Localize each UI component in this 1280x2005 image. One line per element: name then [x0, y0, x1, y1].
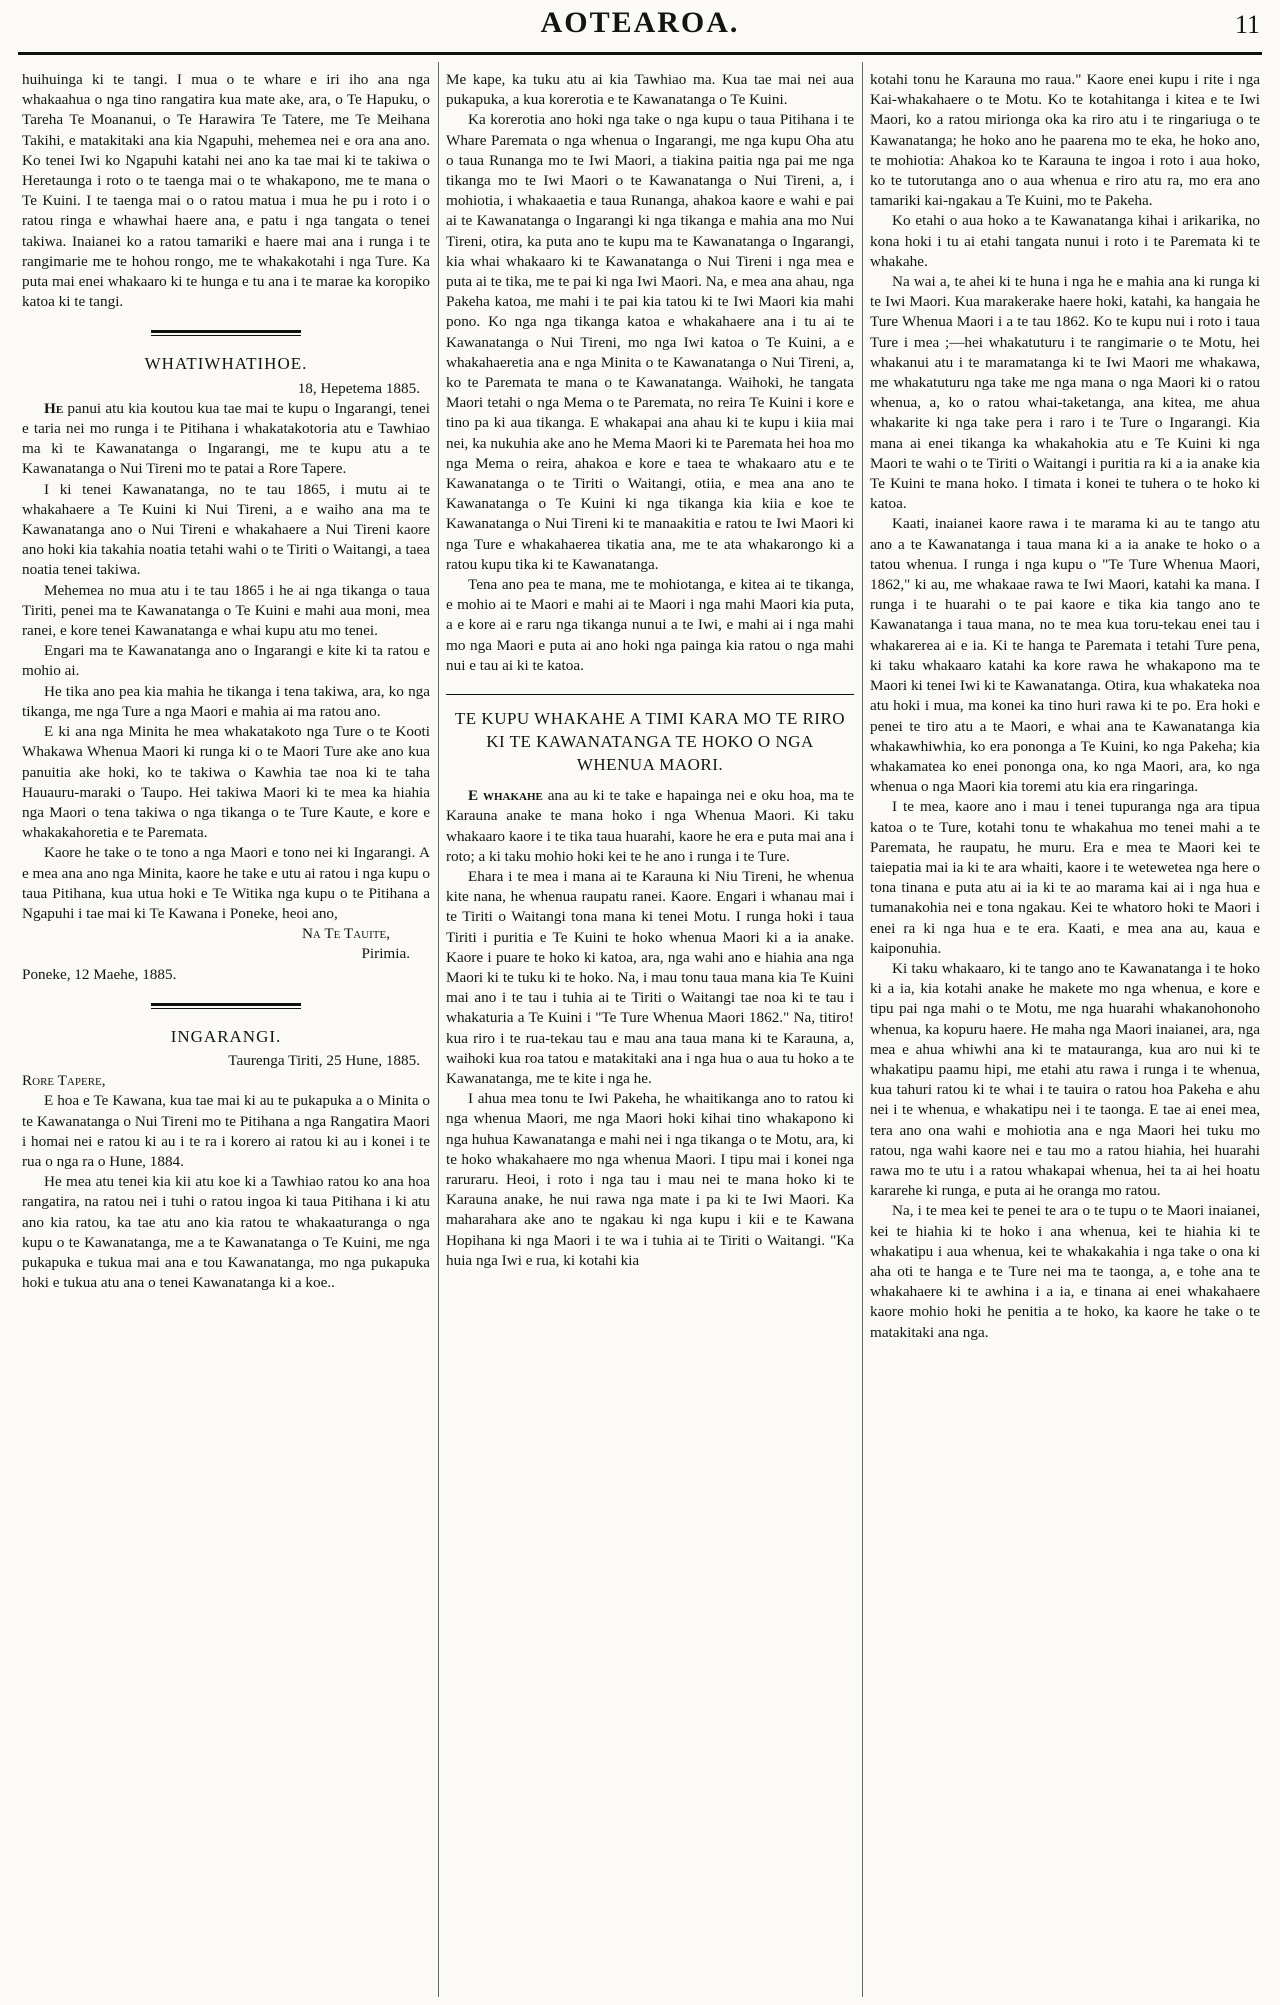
- paragraph: Ehara i te mea i mana ai te Karauna ki Niu Tireni, he whenua kite nana, he whenua raupatu ranei. Kaore. Engari i whanau mai i te Tiriti o Waitangi tona mana ki tenei Motu. I runga hoki i taua Tiriti i puritia e Te Kuini te hoko whenua Maori ki a ia anake. Kaore i puare te hoko ki katoa, ara, nga wahi ano e hiahia ana nga Maori ki te tuku ki te hoko. Na, i mau tonu taua mana kia Te Kuini mai ano i te tau i tuhia ai te Tiriti o Waitangi tae noa ki te tau i whakaturia a Te Kuini i "Te Ture Whenua Maori 1862." Na, titiro! kua riro i te rua-tekau tau e mau ana taua mana ki te Karauna, a, waihoki kua roa tatou e matakitaki ana i nga hua o aua tu hoko a te Kawanatanga, me te kite i nga he.: [446, 867, 854, 1087]
- signature: Na Te Tauite,: [301, 925, 390, 943]
- paragraph: Ka korerotia ano hoki nga take o nga kupu o taua Pitihana i te Whare Paremata o nga whenua o Ingarangi, me nga kupu Oha atu o taua Runanga mo te Iwi Maori, a tiakina paitia nga pai me nga tikanga mo te Iwi Maori o te Kawanatanga o Nui Tireni, a, i mohiotia, i whakaaetia e taua Runanga, ahakoa kaore e wahi e pai ai te Kawanatanga o Ingarangi ki nga tikanga e mahia ana mo Nui Tireni, otira, ka puta ano te kupu ma te Kawanatanga o Ingarangi, kia whai whakaaro ki te Kawanatanga o Nui Tireni i nga mea e puta ai te tika, me te pai ki nga Iwi Maori. Na, e mea ana ahau, nga Pakeha katoa, me mahi i te pai kia tatou ki te Iwi Maori kia mahi pono. Ko nga nga tikanga katoa e whakahaere ana i tu ai te Kawanatanga o Nui Tireni, mo nga Iwi katoa o Te Kuini, a e whakahaeretia ana e nga Minita o te Kawanatanga o Nui Tireni, a, ko te Paremata te mana o te Kawanatanga. Waihoki, he tangata Maori tetahi o nga Mema o te Paremata, no reira Te Kuini i kore e tino pa ki aua tikanga. E whakapai ana ahau ki te kupu i kiia mai nei, ka nukuhia ake ano he Mema Maori ki te Paremata hei hoa mo nga Mema o reira, ahakoa e kore e taea te whakaaro atu e te Kawanatanga o te Tiriti o Waitangi, otiia, e mea ana ano te Kawanatanga o Te Kuini ki nga tikanga kia kiia e koe te Kawanatanga o Nui Tireni ki te manaakitia e ratou te Iwi Maori ki nga Ture e whakahaerea tikatia ana, me te ata whakarongo ki a ratou kupu tika ki te Kawanatanga.: [446, 111, 854, 573]
- dateline: 18, Hepetema 1885.: [297, 379, 420, 397]
- paragraph: ana au ki te take e hapainga nei e oku hoa, ma te Karauna anake te mana hoko i nga Whenua Maori. Ki taku whakaaro kaore i te tika taua huarahi, kaore he era e puta mai ana i roto; a ki taku mohio hoki kei te he ano i runga i te Ture.: [446, 787, 854, 865]
- column-divider: [862, 62, 863, 1997]
- section-divider: [151, 1003, 301, 1009]
- paragraph: E ki ana nga Minita he mea whakatakoto nga Ture o te Kooti Whakawa Whenua Maori ki runga ki o te Maori Ture ake ano kua panuitia ake hoki, ko te takiwa o Kawhia tae noa ki te taha Hauauru-maraki o Taupo. Hei takiwa Maori ki te mea ka hiahia nga Maori o tena takiwa o nga tikanga o te Ture Kaute, e kore e whakakahoretia e te Paremata.: [22, 723, 430, 842]
- section-heading: INGARANGI.: [170, 1026, 282, 1046]
- paragraph: Ki taku whakaaro, ki te tango ano te Kawanatanga i te hoko ki a ia, kia kotahi anake he makete mo nga whenua, e kore e tipu pai nga mahi o te Motu, me nga huarahi whakanohonoho whenua, ka kopuru haere. He maha nga Maori inaianei, ara, nga mea e ahua whiwhi ana ki te matauranga, kua aro nui ki te whakatipu paamu hipi, me etahi atu rawa i runga i te whenua, kua tahuri ratou ki te whai i te tauira o ratou hoa Pakeha e ahu nei i te whenua, e whakatipu nei i te taonga. E tae ai enei mea, tera ano ona wahi e mohiotia ana e nga Maori hei tuku mo ratou, nga wahi kaore nei e tau mo a ratou hiahia, hei huarahi rawa mo te utu i a ratou whakapai whenua, hei ta ai hei hoatu kararehe ki runga, e puta ai he oranga mo ratou.: [870, 959, 1260, 1200]
- masthead: [0, 0, 1280, 58]
- column-2: [446, 70, 854, 1271]
- masthead-rule: [18, 52, 1262, 55]
- paragraph: panui atu kia koutou kua tae mai te kupu o Ingarangi, tenei e taria nei mo runga i te Pitihana i whakatakotoria atu e Tawhiao ma ki te Kawanatanga o Ingarangi, me te kupu atu a te Kawanatanga o Nui Tireni mo te patai a Rore Tapere.: [22, 399, 430, 478]
- column-3: [870, 70, 1260, 1343]
- paragraph: Kaati, inaianei kaore rawa i te marama ki au te tango atu ano a te Kawanatanga i taua mana ki a ia anake te hoko o a tatou whenua. I runga i nga kupu o "Te Ture Whenua Maori, 1862," ki au, me whakaae rawa te Iwi Maori, katahi ka mana. I runga i te huarahi o te pai kaore e tika kia tango ano te Kawanatanga i taua mana, no te mea kua toru-tekau enei tau i whakarerea ai e ia. Ki te hanga te Paremata i tetahi Ture pena, ki taku whakaaro katahi ka kore rawa he whakapono ma te Maori ki tenei Iwi ki te Kawanatanga. Otira, kua whakateka noa atu hoki i mua, ma konei ka tino huri rawa ki te po. Era hoki e penei te tiro atu a te Maori, e whai ana te Kawanatanga kia whakawhiwhia, ko era pononga a Te Kuini, ko nga Pakeha; kia whakamatea ko enei pononga ona, ko nga Maori, ara, ko nga whenua o nga Maori kia toremi atu kia era ringaringa.: [870, 515, 1260, 796]
- paragraph: He tika ano pea kia mahia he tikanga i tena takiwa, ara, ko nga tikanga, me nga Ture a nga Maori e mahia ai ma ratou ano.: [22, 682, 430, 720]
- paragraph: huihuinga ki te tangi. I mua o te whare e iri iho ana nga whakaahua o nga tino rangatira kua mate ake, ara, o Te Hapuku, o Tareha Te Moananui, o Te Harawira Te Tatere, me Te Meihana Takihi, e matakitaki ana kia Ngapuhi, mehemea nei e ora ana ano. Ko tenei Iwi ko Ngapuhi katahi nei ano ka tae mai ki te takiwa o Heretaunga i roto o te taenga mai o te whakapono, me te mana o Te Kuini. I te taenga mai o o ratou matua i mua he pu i roto i o ratou ringa e whawhai haere ana, e patu i nga tangata o tenei takiwa. Inaianei ko a ratou tamariki e haere mai ana i runga i te rangimarie me te hohou rongo, me te whakakotahi i nga Ture. Ka puta mai enei whakaaro ki te hunga e tu ana i te marae ka koropiko katoa ki te tangi.: [22, 71, 430, 311]
- paragraph: Me kape, ka tuku atu ai kia Tawhiao ma. Kua tae mai nei aua pukapuka, a kua korerotia e te Kawanatanga o Te Kuini.: [446, 71, 854, 109]
- paragraph: Mehemea no mua atu i te tau 1865 i he ai nga tikanga o taua Tiriti, penei ma te Kawanatanga o Te Kuini e mahi aua moni, mea ranei, e kore tenei Kawanatanga e whai kupu atu mo tenei.: [22, 581, 430, 640]
- paragraph: kotahi tonu he Karauna mo raua." Kaore enei kupu i rite i nga Kai-whakahaere o te Motu. Ko te kotahitanga i kitea e te Iwi Maori, ko a ratou mirionga oka ka riro atu i te ringariuga o te Kawanatanga; he hoko ano he paarena mo te eka, he hoko ano, te mohiotia: Ahakoa ko te Karauna te ingoa i roto i aua hoko, ko te tutorutanga ano o aua whenua e riro atu ra, mo era ano tamariki kai-ngakau a Te Kuini, mo te Pakeha.: [870, 71, 1260, 210]
- lead-word: He: [44, 399, 64, 417]
- column-1: [22, 70, 430, 1293]
- column-divider: [438, 62, 439, 1997]
- paragraph: Na wai a, te ahei ki te huna i nga he e mahia ana ki runga ki te Iwi Maori. Kua marakerake haere hoki, katahi, ka hangaia he Ture Whenua Maori i a te tau 1862. Ko te kupu nui i roto i taua Ture i mea ;—hei whakatuturu i te rangimarie o te Motu, hei whakanui atu i te maramatanga ki te Iwi Maori me whakawa, me whakatuturu nga take me nga mana o nga Maori ki o ratou whenua, a, ko o ratou whai-taketanga, ana kitea, me ahua whakarite ki nga take pera i raro i te Ture o Ingarangi. Kia mana ai enei tikanga ka whakahokia atu e Te Kuini ki nga Maori te wahi o te Tiriti o Waitangi i puritia ra ki a ia anake kia Te Kuini te mana hoko. I timata i konei te tuhera o te hoko ki katoa.: [870, 273, 1260, 513]
- paragraph: I te mea, kaore ano i mau i tenei tupuranga nga ara tipua katoa o te Ture, kotahi tonu te whakahua mo tenei mahi a te Paremata, he raupatu, he muru. Era e mea te Maori kei te taiepatia mai ia ki te ara whaiti, kaore i te wetewetea nga here o tona tinana e puta atu ai ia ki te ao marama kai ai i nga hua e tumanakohia nei e tona ngakau. Kei te whatoro hoki te Maori i enei ra ki nga hua e te era. Kaati, e mea ana au, kaua e kaiponuhia.: [870, 798, 1260, 957]
- paragraph: I ki tenei Kawanatanga, no te tau 1865, i mutu ai te whakahaere a Te Kuini ki Nui Tireni, a e waiho ana ma te Kawanatanga ano o Nui Tireni e whakahaere a Nui Tireni kaore ano hoki kia takahia noatia tetahi wahi o te Tiriti o Waitangi, a taea noatia tenei takiwa.: [22, 480, 430, 579]
- paragraph: Na, i te mea kei te penei te ara o te tupu o te Maori inaianei, kei te hiahia ki te hoko i ana whenua, kei te hiahia ki te whakatipu i aua whenua, kei te whakakahia i nga take o ona ki aha oti te hanga e te Ture nei ma te taonga, a, e tohe ana te whakahaere ki te awhina i a ia, e tinana ai enei whakahaere kaore mohio hoki he penitia a te hoko, ka kaore he take o te matakitaki ana nga.: [870, 1202, 1260, 1341]
- paragraph: He mea atu tenei kia kii atu koe ki a Tawhiao ratou ko ana hoa rangatira, na ratou nei i tuhi o ratou ingoa ki taua Pitihana i ki atu ano kia ratou, ka tae atu ano kia ratou te whakaaturanga o nga kupu o te Kawanatanga, me a te Kawanatanga o Te Kuini, me nga pukapuka e tukua mai ana e tou Kawanatanga, mo nga pukapuka hoki e tukua atu ana o tenei Kawanatanga ki a koe..: [22, 1173, 430, 1292]
- paragraph: Tena ano pea te mana, me te mohiotanga, e kitea ai te tikanga, e mohio ai te Maori e mahi ai te Maori i nga mahi Maori kia puta, a e kore ai e raru nga tikanga nunui a te Iwi, e mahi ai i nga mahi mo nga Maori e puta ai ano hoki nga painga kia ratou o nga mahi nui e tau ai ki te katoa.: [446, 576, 854, 674]
- paragraph: E hoa e Te Kawana, kua tae mai ki au te pukapuka a o Minita o te Kawanatanga o Nui Tireni mo te Pitihana a nga Rangatira Maori i homai nei e ratou ki au i te ra i korero ai ratou ki au i konei i te rua o nga ra o Hune, 1884.: [22, 1092, 430, 1170]
- place-date: Poneke, 12 Maehe, 1885.: [22, 965, 177, 983]
- paragraph: Kaore he take o te tono a nga Maori e tono nei ki Ingarangi. A e mea ana ano nga Minita, kaore he take e utu ai ratou i nga kupu o taua Pitihana, kua utua hoki e Te Witika nga kupu o te Pitihana a Ngapuhi i tae mai ki Te Kawana i Poneke, heoi ano,: [22, 844, 430, 922]
- paragraph: Engari ma te Kawanatanga ano o Ingarangi e kite ki ta ratou e mohio ai.: [22, 642, 430, 680]
- addressee: Rore Tapere,: [22, 1072, 106, 1090]
- paragraph: I ahua mea tonu te Iwi Pakeha, he whaitikanga ano to ratou ki nga whenua Maori, me nga Maori hoki kihai tino whakapono ki nga huhua Kawanatanga e mahi nei i nga tikanga o te Motu, ara, ki te hoko whakahaere mo nga whenua Maori. I tipu mai i konei nga raruraru. Heoi, i roto i nga tau i mau nei te mana hoko ki te Karauna anake, he nui rawa nga mate i pa ki te Iwi Maori. Ka maharahara ake ano te ngakau ki nga kupu i kii e te Kawana Hopihana ki nga Maori i te wa i tuhia ai te Tiriti o Waitangi. "Ka huia nga Iwi e rua, ki kotahi kia: [446, 1090, 854, 1269]
- page-number: 11: [1234, 10, 1260, 39]
- signature-title: Pirimia.: [361, 945, 410, 963]
- newspaper-title: AOTEAROA.: [540, 6, 740, 39]
- section-heading: WHATIWHATIHOE.: [144, 354, 308, 374]
- lead-word: E whakahe: [468, 787, 543, 805]
- paragraph: Ko etahi o aua hoko a te Kawanatanga kihai i arikarika, no kona hoki i tu ai etahi tangata nunui i roto i te Paremata ki te whakahe.: [870, 212, 1260, 270]
- section-divider: [151, 330, 301, 336]
- dateline: Taurenga Tiriti, 25 Hune, 1885.: [228, 1051, 420, 1069]
- section-divider: [446, 694, 854, 695]
- article-heading: TE KUPU WHAKAHE A TIMI KARA MO TE RIRO KI TE KAWANATANGA TE HOKO O NGA WHENUA MAORI.: [454, 709, 846, 775]
